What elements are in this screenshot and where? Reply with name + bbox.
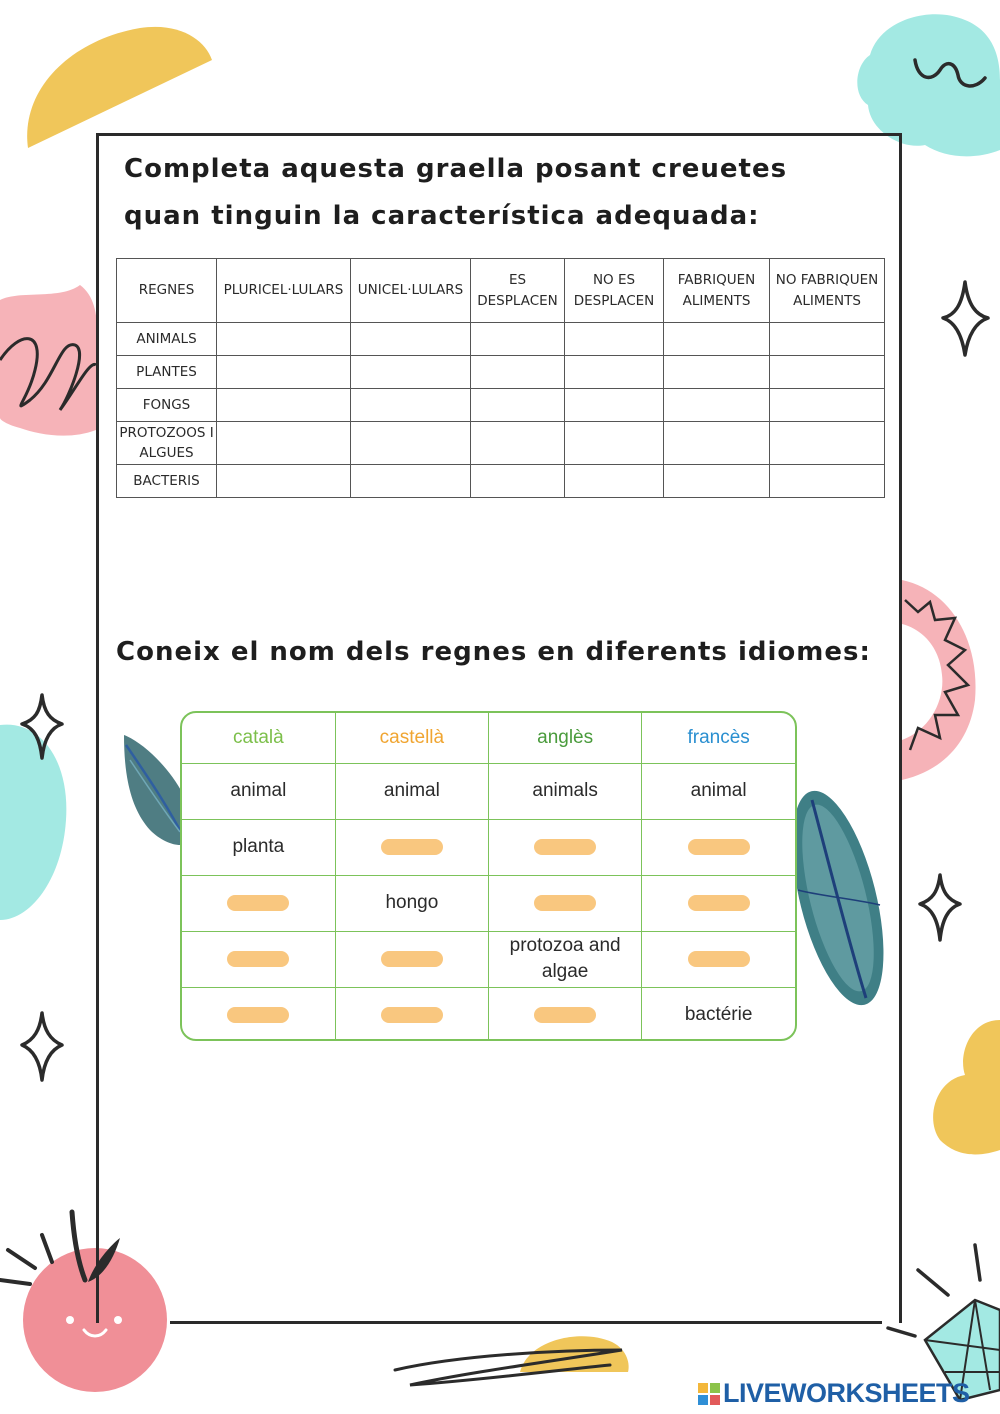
grid-cell[interactable] [565, 323, 664, 356]
answer-cell [642, 931, 795, 987]
grid-cell[interactable] [471, 465, 565, 498]
table-row [117, 356, 885, 389]
sparkle-icon-left-bottom [22, 1013, 62, 1080]
language-cell: animal [642, 763, 795, 819]
answer-cell [182, 987, 335, 1041]
grid-header: REGNES [117, 259, 217, 323]
row-label: BACTERIS [117, 465, 217, 498]
grid-cell[interactable] [217, 422, 351, 465]
grid-cell[interactable] [565, 465, 664, 498]
answer-blank[interactable] [381, 951, 443, 967]
answer-cell [489, 987, 642, 1041]
grid-cell[interactable] [351, 356, 471, 389]
grid-cell[interactable] [565, 356, 664, 389]
grid-cell[interactable] [770, 422, 885, 465]
table-row [117, 389, 885, 422]
row-label: PROTOZOOS I ALGUES [117, 422, 217, 465]
row-label: PLANTES [117, 356, 217, 389]
teal-blob-left [0, 725, 66, 920]
answer-blank[interactable] [688, 951, 750, 967]
liveworksheets-mark-icon [698, 1383, 720, 1405]
grid-header: NO ES DESPLACEN [565, 259, 664, 323]
row-label: ANIMALS [117, 323, 217, 356]
languages-header-row [182, 713, 795, 763]
pink-blob-left [0, 285, 97, 436]
grid-header-row [117, 259, 885, 323]
language-header: francès [642, 713, 795, 763]
grid-cell[interactable] [471, 323, 565, 356]
grid-cell[interactable] [351, 422, 471, 465]
answer-blank[interactable] [227, 895, 289, 911]
language-cell: planta [182, 819, 335, 875]
answer-blank[interactable] [688, 839, 750, 855]
answer-cell [642, 875, 795, 931]
grid-cell[interactable] [565, 389, 664, 422]
language-cell: hongo [335, 875, 488, 931]
grid-cell[interactable] [770, 389, 885, 422]
table-row [117, 422, 885, 465]
language-header: català [182, 713, 335, 763]
grid-cell[interactable] [351, 323, 471, 356]
grid-cell[interactable] [664, 389, 770, 422]
grid-cell[interactable] [770, 356, 885, 389]
language-header: castellà [335, 713, 488, 763]
answer-blank[interactable] [534, 839, 596, 855]
grid-cell[interactable] [664, 356, 770, 389]
sparkle-icon-right-top [943, 282, 988, 355]
grid-header: NO FABRIQUEN ALIMENTS [770, 259, 885, 323]
table-row [117, 465, 885, 498]
grid-cell[interactable] [351, 389, 471, 422]
grid-cell[interactable] [770, 323, 885, 356]
answer-blank[interactable] [381, 839, 443, 855]
answer-cell [642, 819, 795, 875]
grid-header: FABRIQUEN ALIMENTS [664, 259, 770, 323]
table-row [182, 763, 795, 819]
answer-cell [182, 875, 335, 931]
languages-instruction: Coneix el nom dels regnes en diferents idiomes: [116, 637, 871, 667]
grid-cell[interactable] [217, 323, 351, 356]
table-row [182, 819, 795, 875]
grid-cell[interactable] [565, 422, 664, 465]
grid-header: PLURICEL·LULARS [217, 259, 351, 323]
answer-cell [335, 819, 488, 875]
language-cell: animal [182, 763, 335, 819]
grid-cell[interactable] [664, 422, 770, 465]
grid-cell[interactable] [471, 422, 565, 465]
yellow-blob-top-left [27, 27, 212, 148]
language-cell: animal [335, 763, 488, 819]
sparkle-icon-right-middle [920, 875, 960, 940]
grid-header: ES DESPLACEN [471, 259, 565, 323]
grid-cell[interactable] [217, 356, 351, 389]
answer-blank[interactable] [227, 951, 289, 967]
table-row [182, 875, 795, 931]
answer-cell [182, 931, 335, 987]
grid-cell[interactable] [217, 465, 351, 498]
answer-cell [489, 819, 642, 875]
language-header: anglès [489, 713, 642, 763]
grid-cell[interactable] [664, 323, 770, 356]
answer-blank[interactable] [534, 1007, 596, 1023]
table-row [117, 323, 885, 356]
grid-cell[interactable] [664, 465, 770, 498]
answer-cell [335, 987, 488, 1041]
answer-blank[interactable] [688, 895, 750, 911]
answer-blank[interactable] [534, 895, 596, 911]
yellow-half-bottom [520, 1336, 629, 1372]
language-cell: protozoa and algae [489, 931, 642, 987]
answer-blank[interactable] [227, 1007, 289, 1023]
table-row [182, 931, 795, 987]
table-row [182, 987, 795, 1041]
grid-cell[interactable] [217, 389, 351, 422]
answer-cell [335, 931, 488, 987]
gem-icon [888, 1245, 1000, 1400]
language-cell: bactérie [642, 987, 795, 1041]
grid-cell[interactable] [471, 356, 565, 389]
answer-cell [489, 875, 642, 931]
characteristics-grid [116, 258, 885, 498]
worksheet-frame-bottom [170, 1321, 882, 1324]
grid-header: UNICEL·LULARS [351, 259, 471, 323]
grid-cell[interactable] [770, 465, 885, 498]
yellow-blob-right [933, 1020, 1000, 1154]
grid-cell[interactable] [351, 465, 471, 498]
grid-instruction: Completa aquesta graella posant creuetes quan tinguin la característica adequada: [124, 154, 788, 231]
brand-name: LIVEWORKSHEETS [723, 1378, 970, 1408]
languages-table [180, 711, 797, 1041]
answer-blank[interactable] [381, 1007, 443, 1023]
scribble-bottom-icon [395, 1350, 622, 1385]
language-cell: animals [489, 763, 642, 819]
grid-cell[interactable] [471, 389, 565, 422]
liveworksheets-logo [698, 1378, 970, 1409]
row-label: FONGS [117, 389, 217, 422]
